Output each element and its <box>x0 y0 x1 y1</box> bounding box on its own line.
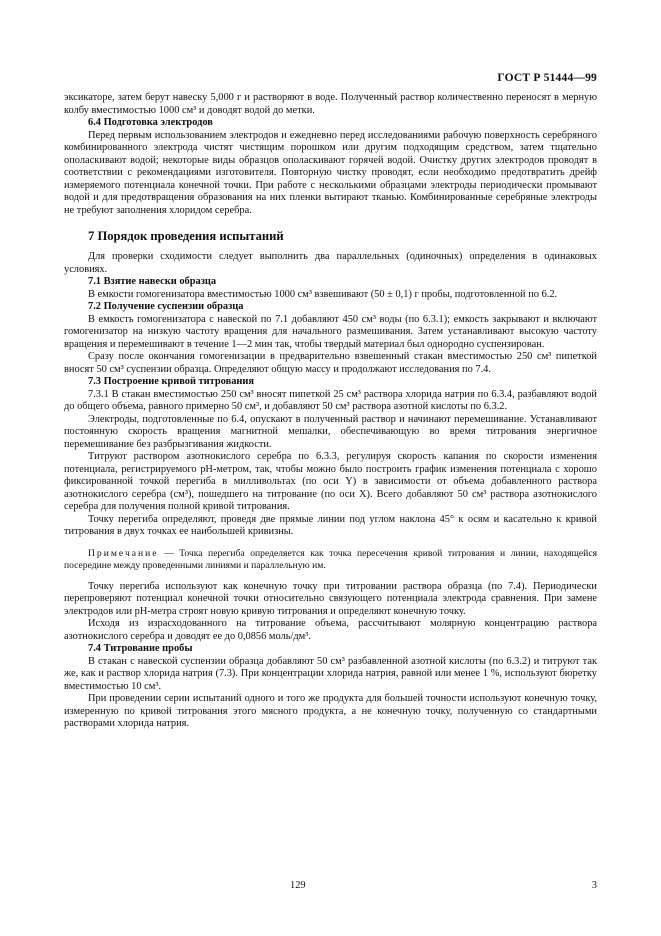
note <box>64 548 597 572</box>
section-heading-7-3: 7.3 Построение кривой титрования <box>88 376 254 387</box>
paragraph: В емкость гомогенизатора с навеской по 7.1 добавляют 450 см³ воды (по 6.3.1); емкость закрывают и включают гомогенизатор на низкую частоту вращения для начального размешивания. Затем устанавливают высокую частоту вращения и перемешивают в течение 1—2 мин так, чтобы твердый материал был однородно суспензирован. <box>64 313 597 350</box>
paragraph: Для проверки сходимости следует выполнить два параллельных (одиночных) определения в одинаковых условиях. <box>64 251 597 275</box>
paragraph: Сразу после окончания гомогенизации в предварительно взвешенный стакан вместимостью 250 см³ пипеткой вносят 50 см³ суспензии образца. Определяют общую массу и продолжают исследования по 7.4. <box>64 351 597 375</box>
note-text: — Точка перегиба определяется как точка пересечения кривой титрования и линии, находящейся посередине между проведенными линиями и параллельную им. <box>64 547 597 571</box>
paragraph: В стакан с навеской суспензии образца добавляют 50 см³ разбавленной азотной кислоты (по 6.3.2) и титруют так же, как и раствор хлорида натрия (7.3). При концентрации хлорида натрия, равной или менее 1 %, используют бюретку вместимостью 10 см³. <box>64 655 597 692</box>
paragraph: Точку перегиба используют как конечную точку при титровании раствора образца (по 7.4). Периодически перепроверяют потенциал конечной точки относительно связующего потенциала электрода сравнения. При замене электродов или рН-метра строят новую кривую титрования и определяют конечную точку. <box>64 580 597 617</box>
paragraph: эксикаторе, затем берут навеску 5,000 г и растворяют в воде. Полученный раствор количественно переносят в мерную колбу вместимостью 1000 см³ и доводят водой до метки. <box>64 92 597 116</box>
paragraph: При проведении серии испытаний одного и того же продукта для большей точности используют конечную точку, измеренную по кривой титрования этого мясного продукта, а не конечную точку, полученную со стандартными растворами хлорида натрия. <box>64 693 597 729</box>
paragraph: Электроды, подготовленные по 6.4, опускают в полученный раствор и начинают перемешивание. Устанавливают постоянную скорость вращения магнитной мешалки, обеспечивающую во время титрования энергичное перемешивание без разбрызгивания жидкости. <box>64 413 597 450</box>
document-body <box>64 92 597 731</box>
sheet-number: 3 <box>591 880 597 891</box>
paragraph: Исходя из израсходованного на титрование объема, рассчитывают молярную концентрацию раствора азотнокислого серебра и доводят ее до 0,0856 моль/дм³. <box>64 618 597 642</box>
section-heading-7-4: 7.4 Титрование пробы <box>88 643 193 654</box>
section-heading-7-1: 7.1 Взятие навески образца <box>88 276 217 287</box>
page-number: 129 <box>290 880 306 891</box>
paragraph: 7.3.1 В стакан вместимостью 250 см³ вносят пипеткой 25 см³ раствора хлорида натрия по 6.3.4, разбавляют водой до общего объема, равного примерно 50 см³, и добавляют 50 см³ раствора азотной кислоты по 6.3.2. <box>64 388 597 412</box>
document-header-id: ГОСТ Р 51444—99 <box>497 72 597 84</box>
note-label: Примечание <box>88 547 159 559</box>
section-heading-6-4: 6.4 Подготовка электродов <box>88 117 213 128</box>
paragraph: В емкости гомогенизатора вместимостью 1000 см³ взвешивают (50 ± 0,1) г пробы, подготовленной по 6.2. <box>88 288 558 300</box>
paragraph: Перед первым использованием электродов и ежедневно перед исследованиями рабочую поверхность серебряного комбинированного электрода чистят чистящим порошком или другим подходящим средством, затем тщательно ополаскивают водой; некоторые виды образцов ополаскивают горячей водой. Очистку других электродов проводят в соответствии с рекомендациями изготовителя. Повторную чистку проводят, если необходимо предотвратить дрейф измеряемого потенциала конечной точки. При работе с несколькими образцами электроды периодически промывают водой и для предотвращения образования на них пленки вытирают тканью. Комбинированные серебряные электроды не требуют заполнения хлоридом серебра. <box>64 129 597 216</box>
section-heading-7-2: 7.2 Получение суспензии образца <box>88 301 244 312</box>
section-heading-7: 7 Порядок проведения испытаний <box>88 229 284 243</box>
paragraph: Титруют раствором азотнокислого серебра по 6.3.3, регулируя скорость капания по скорости изменения потенциала, регистрируемого рН-метром, так, чтобы можно было построить график изменения потенциала с хорошо фиксированной точкой перегиба в милливольтах (по оси Y) в зависимости от объема добавленного раствора азотнокислого серебра (см³), пошедшего на титрование (по оси X). Всего добавляют 50 см³ раствора азотнокислого серебра для получения полной кривой титрования. <box>64 451 597 512</box>
paragraph: Точку перегиба определяют, проведя две прямые линии под углом наклона 45° к осям и касательно к кривой титрования в двух точках ее наибольшей кривизны. <box>64 513 597 537</box>
